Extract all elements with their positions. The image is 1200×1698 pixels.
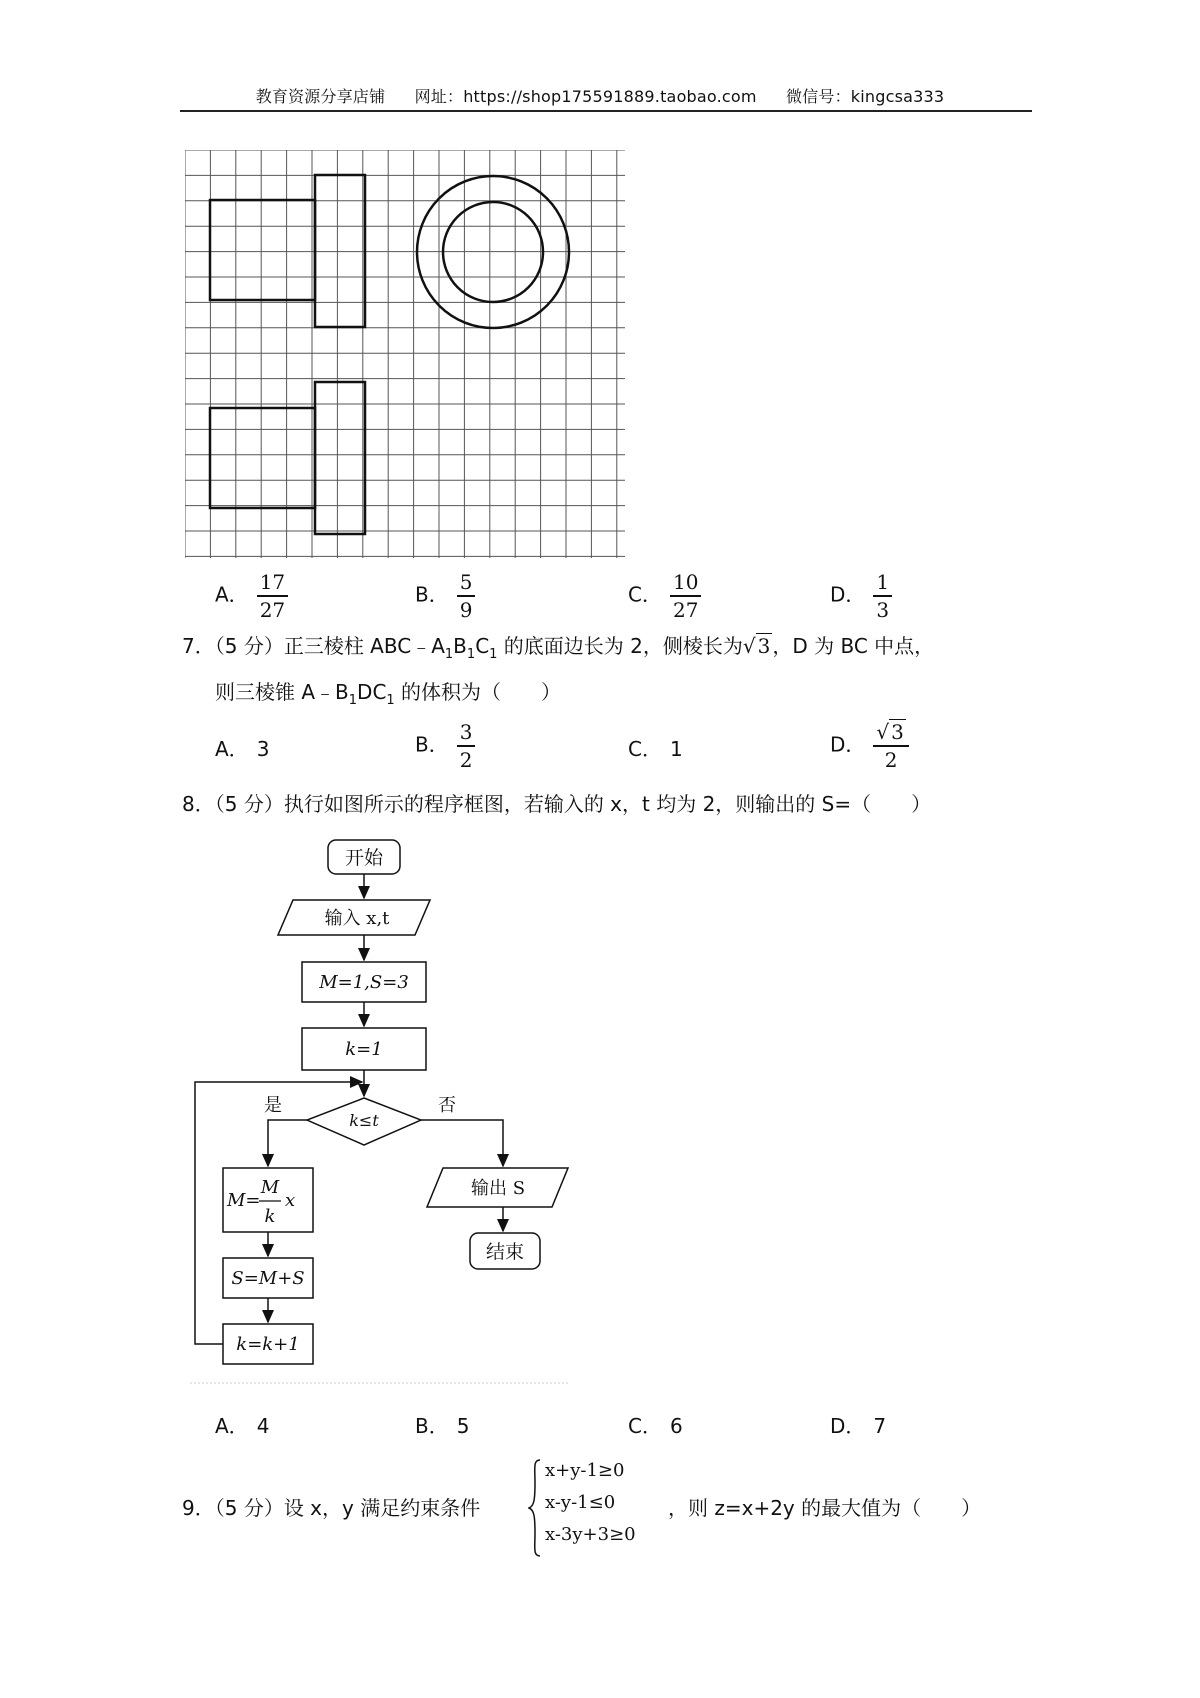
q6-option-d[interactable]: D． $\frac{1}{3}$ — [830, 570, 892, 622]
page-header — [0, 84, 1200, 107]
flow-condition-label: k≤t — [349, 1111, 379, 1130]
flow-init-label: M=1,S=3 — [319, 972, 409, 993]
flow-k-update-label: k=k+1 — [236, 1334, 300, 1355]
flow-k-init-label: k=1 — [345, 1039, 383, 1060]
q6-option-a-fraction: $\frac{17}{27}$ — [257, 570, 288, 622]
q9-stem-prefix: 9．（5 分）设 x，y 满足约束条件 — [182, 1496, 481, 1520]
shop-name: 教育资源分享店铺 — [255, 87, 386, 106]
q9-constraint-1: x+y-1≥0 — [545, 1460, 625, 1481]
flow-start-label: 开始 — [344, 847, 384, 869]
q6-option-c[interactable]: C． $\frac{10}{27}$ — [628, 570, 701, 622]
wechat-id: 微信号：kingcsa333 — [785, 87, 945, 106]
q8-option-a[interactable]: A． 4 — [215, 1414, 270, 1438]
q9-constraint-system — [545, 1455, 636, 1551]
header-rule — [180, 110, 1032, 112]
three-view-grid-figure — [185, 150, 625, 558]
sqrt-3: √ 3 — [742, 634, 771, 658]
q6-option-b[interactable]: B． $\frac{5}{9}$ — [415, 570, 475, 622]
q8-option-b[interactable]: B． 5 — [415, 1414, 470, 1438]
q7-option-d[interactable]: D． $\frac{√ 3}{2}$ — [830, 720, 909, 772]
top-view-left-rect — [210, 408, 315, 508]
q7-option-c[interactable]: C． 1 — [628, 737, 683, 761]
flow-no-label: 否 — [438, 1095, 456, 1116]
q6-option-b-fraction: $\frac{5}{9}$ — [457, 570, 476, 622]
q9-constraint-2: x-y-1≤0 — [545, 1492, 616, 1513]
program-flowchart — [185, 835, 585, 1390]
top-view-right-rect — [315, 382, 365, 534]
q9-stem-suffix: ，则 z=x+2y 的最大值为（ ） — [668, 1496, 982, 1520]
flow-m-rhs: x — [285, 1190, 296, 1211]
q6-option-d-fraction: $\frac{1}{3}$ — [873, 570, 892, 622]
flow-end-label: 结束 — [485, 1241, 525, 1263]
flow-m-den: k — [264, 1206, 276, 1227]
q8-stem: 8．（5 分）执行如图所示的程序框图，若输入的 x，t 均为 2，则输出的 S=（ ） — [182, 792, 932, 816]
front-view-right-rect — [315, 175, 365, 327]
shop-url: 网址：https://shop175591889.taobao.com — [414, 87, 757, 106]
q8-option-d[interactable]: D． 7 — [830, 1414, 887, 1438]
flow-m-lhs: M= — [227, 1190, 261, 1211]
q7-stem-line2: 则三棱锥 $A﹣B_1DC_1$ 的体积为（ ） — [215, 680, 562, 708]
q7-stem-line1: 7．（5 分）正三棱柱 $ABC﹣A_1B_1C_1$ 的底面边长为 2，侧棱长为√ 3 ，D 为 BC 中点， — [182, 634, 935, 662]
flow-yes-label: 是 — [264, 1095, 282, 1116]
front-view-left-rect — [210, 200, 315, 300]
q9-constraint-brace — [528, 1458, 542, 1558]
q6-option-a[interactable]: A． $\frac{17}{27}$ — [215, 570, 288, 622]
q6-option-c-fraction: $\frac{10}{27}$ — [670, 570, 701, 622]
q7-option-a[interactable]: A． 3 — [215, 737, 270, 761]
flow-output-label: 输出 S — [470, 1178, 526, 1199]
flow-m-num: M — [260, 1177, 280, 1198]
q8-option-c[interactable]: C． 6 — [628, 1414, 683, 1438]
flow-input-label: 输入 x,t — [324, 908, 390, 929]
q7-option-b[interactable]: B． $\frac{3}{2}$ — [415, 720, 475, 772]
flow-s-update-label: S=M+S — [231, 1268, 305, 1289]
q9-constraint-3: x-3y+3≥0 — [545, 1524, 636, 1545]
